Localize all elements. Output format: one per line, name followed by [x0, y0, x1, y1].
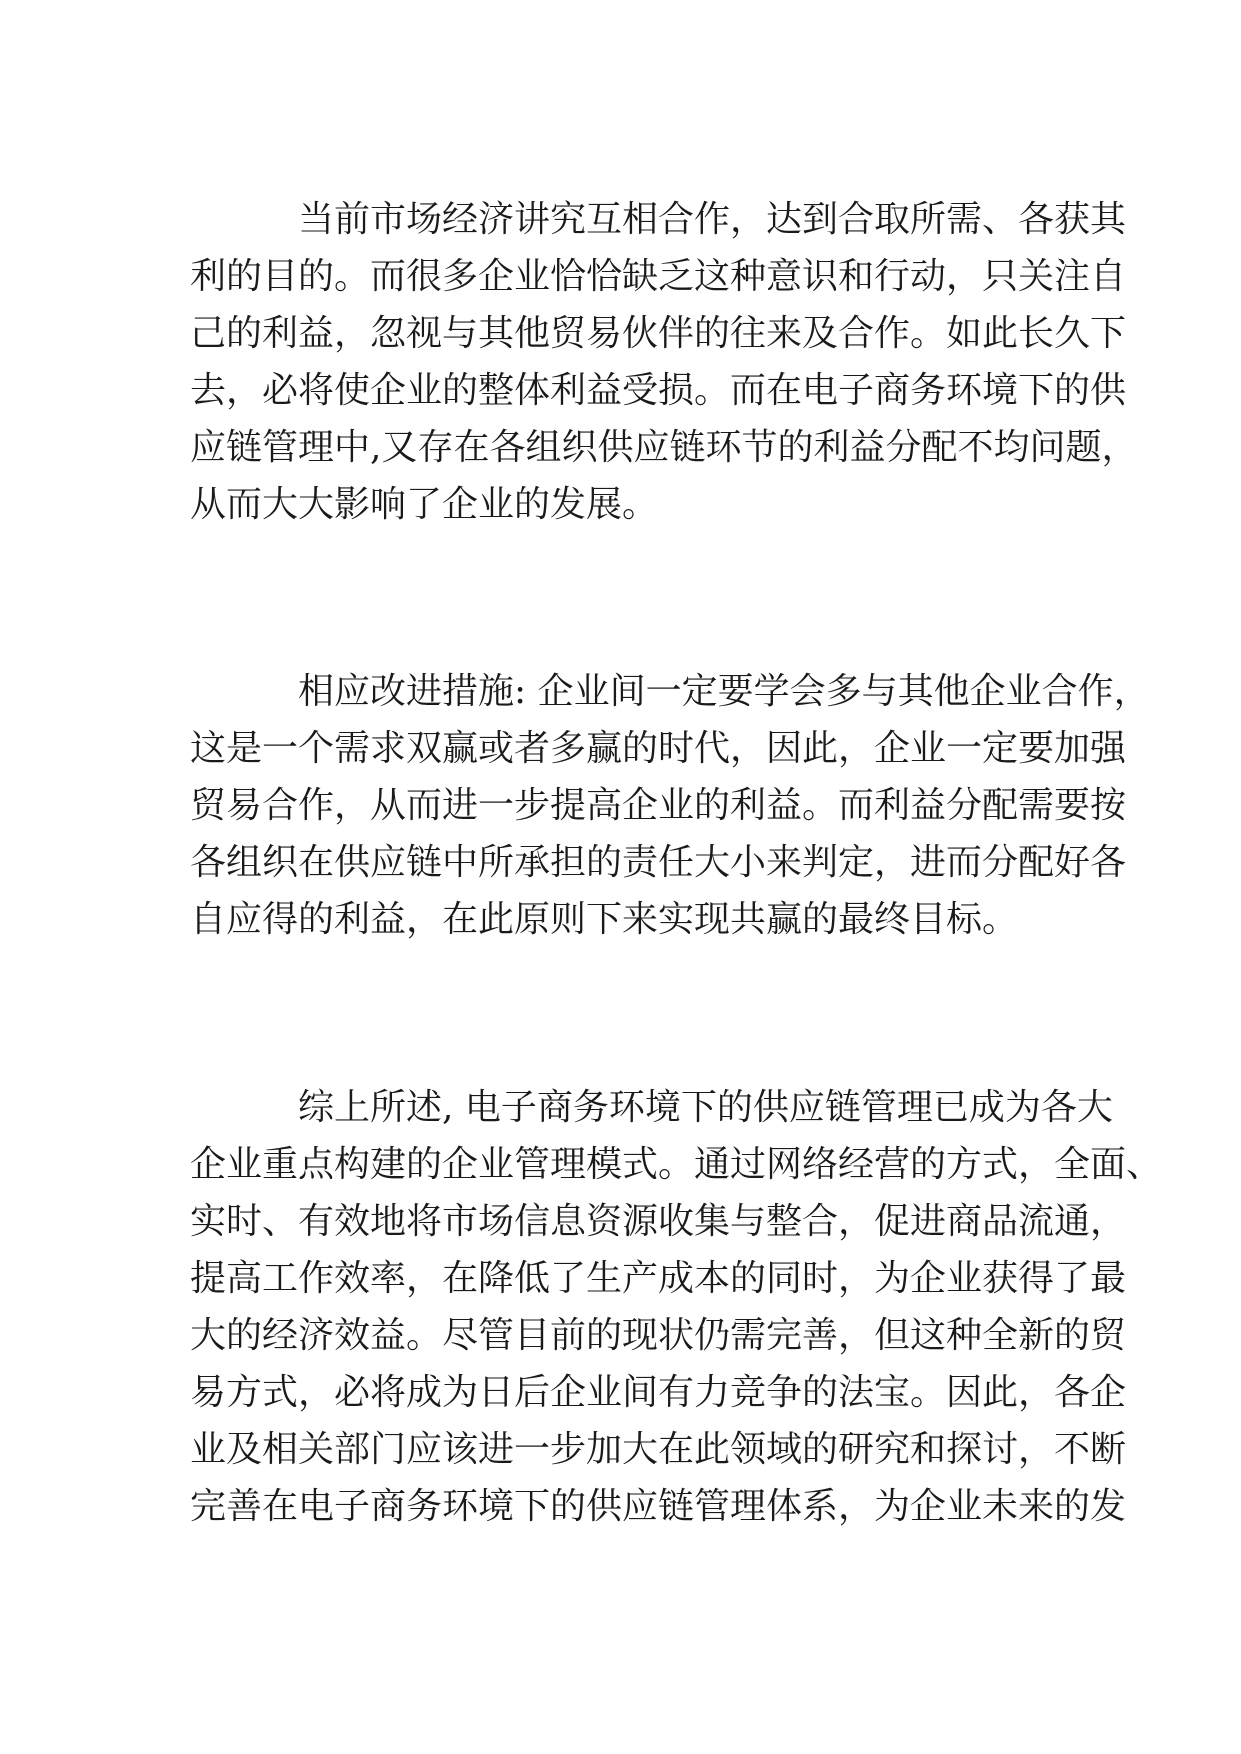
paragraph-line: 自应得的利益，在此原则下来实现共赢的最终目标。	[190, 899, 1019, 940]
paragraph-line: 己的利益，忽视与其他贸易伙伴的往来及合作。如此长久下	[190, 313, 1127, 354]
paragraph-line: 去，必将使企业的整体利益受损。而在电子商务环境下的供	[190, 370, 1127, 411]
paragraph-line: 各组织在供应链中所承担的责任大小来判定，进而分配好各	[190, 842, 1127, 883]
paragraph-line: 当前市场经济讲究互相合作，达到合取所需、各获其	[298, 199, 1127, 240]
paragraph-line: 完善在电子商务环境下的供应链管理体系，为企业未来的发	[190, 1486, 1127, 1527]
paragraph-line: 提高工作效率，在降低了生产成本的同时，为企业获得了最	[190, 1258, 1127, 1299]
paragraph-line: 综上所述, 电子商务环境下的供应链管理已成为各大	[298, 1087, 1113, 1128]
paragraph-line: 利的目的。而很多企业恰恰缺乏这种意识和行动，只关注自	[190, 256, 1127, 297]
paragraph-line: 企业重点构建的企业管理模式。通过网络经营的方式，全面、	[190, 1144, 1163, 1185]
paragraph-line: 实时、有效地将市场信息资源收集与整合，促进商品流通，	[190, 1201, 1127, 1242]
paragraph-line: 从而大大影响了企业的发展。	[190, 484, 659, 525]
paragraph-line: 业及相关部门应该进一步加大在此领域的研究和探讨，不断	[190, 1429, 1127, 1470]
paragraph-line: 贸易合作，从而进一步提高企业的利益。而利益分配需要按	[190, 785, 1127, 826]
paragraph-line: 相应改进措施: 企业间一定要学会多与其他企业合作，	[298, 671, 1150, 712]
paragraph-line: 大的经济效益。尽管目前的现状仍需完善，但这种全新的贸	[190, 1315, 1127, 1356]
paragraph-line: 易方式，必将成为日后企业间有力竞争的法宝。因此，各企	[190, 1372, 1127, 1413]
paragraph-line: 这是一个需求双赢或者多赢的时代，因此，企业一定要加强	[190, 728, 1127, 769]
paragraph-line: 应链管理中,又存在各组织供应链环节的利益分配不均问题，	[190, 427, 1138, 468]
